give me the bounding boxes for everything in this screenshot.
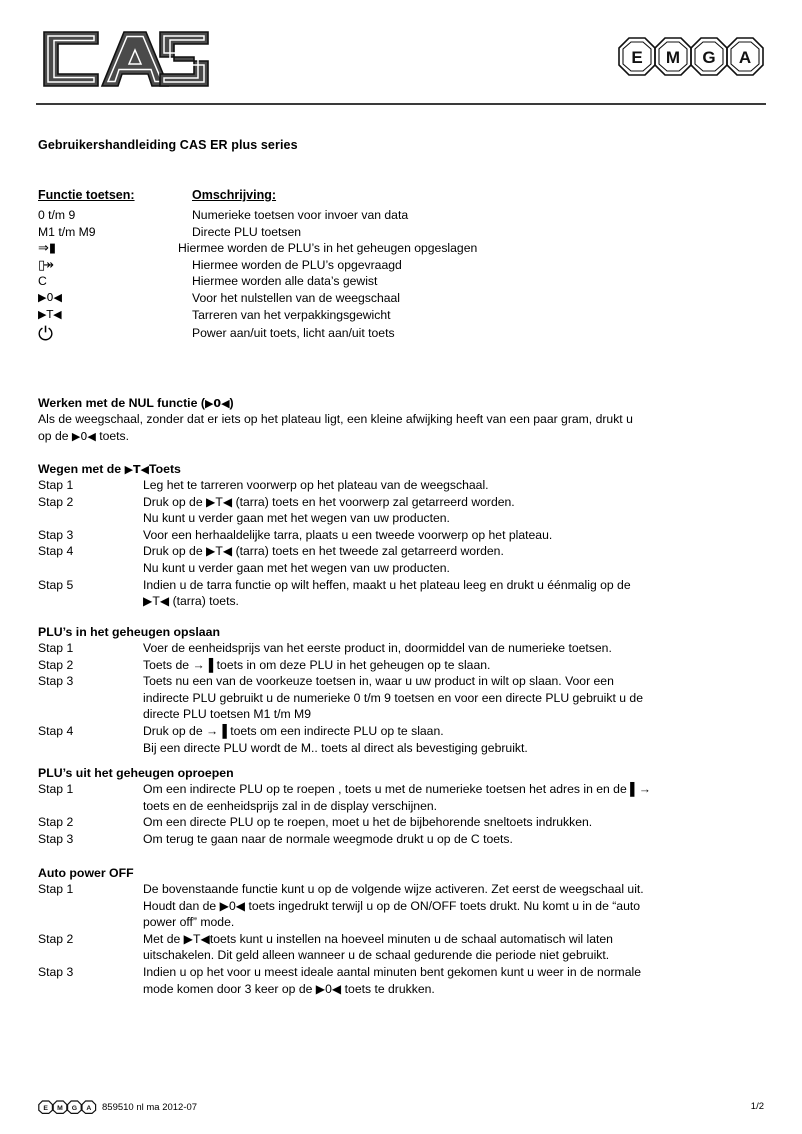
section-nul-functie [38,396,764,445]
step-label: Stap 3 [38,831,74,846]
step-label: Stap 4 [38,723,74,738]
step-text-continuation: Nu kunt u verder gaan met het wegen van uw producten. [143,511,450,526]
section-plu-oproepen [38,766,764,847]
table-row [38,273,758,290]
step-label: Stap 5 [38,577,74,592]
emga-logo-small [38,1100,98,1114]
step-row [38,964,764,981]
paragraph-post: toets. [95,428,130,443]
key-description: Hiermee worden alle data’s gewist [192,274,378,289]
section-title-pre: Wegen met de [38,462,125,476]
key-description: Numerieke toetsen voor invoer van data [192,208,409,222]
step-text: Om een indirecte PLU op te roepen , toets u met de numerieke toetsen het adres in en de ▌→ [143,782,651,796]
save-plu-icon: ⇒▮ [38,241,55,257]
emga-letter-a: A [738,48,752,67]
key-description: Hiermee worden de PLU’s in het geheugen opgeslagen [178,241,478,256]
paragraph-pre: op de [38,428,72,443]
section-title-post: Toets [149,462,181,476]
footer-left-group [38,1100,197,1114]
step-text: Indien u de tarra functie op wilt heffen, maakt u het plateau leeg en drukt u éénmalig op de [143,577,631,592]
step-label: Stap 4 [38,544,74,559]
step-row [38,543,764,560]
table-row [38,307,758,324]
step-row [38,931,764,948]
step-text-continuation: toets en de eenheidsprijs zal in de display verschijnen. [143,798,438,813]
step-text-continuation: uitschakelen. Dit geld alleen wanneer u de schaal gedurende die periode niet gebruikt. [143,948,610,963]
recall-plu-icon: ▯↠ [38,257,55,273]
section-wegen-tarra [38,462,764,610]
section-auto-power-off [38,866,764,997]
step-text-continuation: Bij een directe PLU wordt de M.. toets al direct als bevestiging gebruikt. [143,740,528,755]
section-title [38,462,764,476]
step-label: Stap 1 [38,882,74,896]
step-label: Stap 3 [38,964,74,979]
svg-text:E: E [43,1104,48,1112]
step-text: Met de ▶T◀toets kunt u instellen na hoeveel minuten u de schaal automatisch wil laten [143,931,613,946]
step-text: De bovenstaande functie kunt u op de volgende wijze activeren. Zet eerst de weegschaal uit. [143,882,644,896]
section-title [38,396,764,410]
function-keys-table [38,188,758,347]
step-text-continuation: ▶T◀ (tarra) toets. [143,594,239,609]
key-label: 0 t/m 9 [38,208,76,222]
section-plu-opslaan [38,625,764,756]
step-row [38,640,764,657]
step-text: Toets nu een van de voorkeuze toetsen in, waar u uw product in wilt op slaan. Voor een [143,674,614,689]
step-text-continuation: Nu kunt u verder gaan met het wegen van uw producten. [143,560,450,575]
step-row [38,477,764,494]
table-row [38,240,758,257]
table-row [38,290,758,307]
step-label: Stap 3 [38,674,74,689]
column-header-description: Omschrijving: [192,188,277,202]
footer-document-code: 859510 nl ma 2012-07 [102,1101,198,1113]
emga-letter-g: G [702,48,716,67]
key-description: Directe PLU toetsen [192,224,302,239]
table-row [38,207,758,224]
step-label: Stap 2 [38,494,74,509]
emga-letter-m: M [665,48,681,67]
zero-key-icon: ▶0◀ [38,290,62,304]
step-row [38,881,764,898]
step-text: Voor een herhaaldelijke tarra, plaats u een tweede voorwerp op het plateau. [143,527,553,542]
section-title: PLU’s uit het geheugen oproepen [38,766,234,780]
step-text: Leg het te tarreren voorwerp op het plateau van de weegschaal. [143,478,489,492]
step-label: Stap 2 [38,815,74,830]
header-divider [36,103,766,105]
svg-text:M: M [57,1104,63,1112]
page-footer [38,1100,764,1118]
key-description: Tarreren van het verpakkingsgewicht [192,307,391,322]
step-row [38,657,764,674]
step-text: Voer de eenheidsprijs van het eerste product in, doormiddel van de numerieke toetsen. [143,641,612,655]
step-text: Om een directe PLU op te roepen, moet u het de bijbehorende sneltoets indrukken. [143,815,593,830]
section-title: PLU’s in het geheugen opslaan [38,625,220,639]
step-label: Stap 1 [38,782,74,796]
table-row [38,224,758,241]
tare-key-icon: ▶T◀ [38,307,62,321]
step-row [38,673,764,690]
step-text-continuation: Houdt dan de ▶0◀ toets ingedrukt terwijl u op de ON/OFF toets drukt. Nu komt u in de “auto [143,898,641,913]
page-title: Gebruikershandleiding CAS ER plus series [38,138,298,152]
svg-text:G: G [71,1104,78,1112]
step-text-continuation: indirecte PLU gebruikt u de numerieke 0 t/m 9 toetsen en voor een directe PLU gebruikt u de [143,690,643,705]
step-text-continuation: mode komen door 3 keer op de ▶0◀ toets te drukken. [143,981,435,996]
emga-logo [618,36,766,83]
key-label: M1 t/m M9 [38,224,96,239]
step-text: Druk op de ▶T◀ (tarra) toets en het tweede zal getarreerd worden. [143,544,504,559]
table-header-row [38,188,758,207]
step-text: Toets de →▐ toets in om deze PLU in het geheugen op te slaan. [143,657,491,672]
step-row [38,723,764,740]
svg-text:A: A [86,1104,92,1112]
step-text-continuation: power off” mode. [143,915,235,930]
step-label: Stap 3 [38,527,74,542]
zero-key-icon: ▶0◀ [71,429,96,443]
step-text: Druk op de ▶T◀ (tarra) toets en het voorwerp zal getarreerd worden. [143,494,515,509]
key-description: Voor het nulstellen van de weegschaal [192,290,401,305]
key-description: Power aan/uit toets, licht aan/uit toets [192,326,395,341]
step-text-continuation: directe PLU toetsen M1 t/m M9 [143,707,311,722]
step-label: Stap 2 [38,657,74,672]
page-header [36,22,766,100]
step-label: Stap 2 [38,931,74,946]
step-row [38,577,764,594]
step-text: Indien u op het voor u meest ideale aantal minuten bent gekomen kunt u weer in de normale [143,964,641,979]
section-title: Auto power OFF [38,866,134,880]
step-row [38,814,764,831]
power-icon: ⏻ [38,323,54,346]
table-row [38,323,758,347]
step-row [38,494,764,511]
table-row [38,257,758,274]
step-label: Stap 1 [38,478,74,492]
step-row [38,831,764,848]
section-paragraph: Als de weegschaal, zonder dat er iets op het plateau ligt, een kleine afwijking heeft van een paar gram, drukt u [38,412,633,426]
step-text: Om terug te gaan naar de normale weegmode drukt u op de C toets. [143,831,513,846]
section-paragraph [38,428,764,446]
column-header-keys: Functie toetsen: [38,188,135,202]
tare-key-icon: ▶T◀ [124,463,149,476]
step-row [38,781,764,798]
section-title-post: ) [229,396,234,410]
step-text: Druk op de →▐ toets om een indirecte PLU op te slaan. [143,723,444,738]
key-label: C [38,274,47,289]
cas-logo [36,24,216,99]
section-title-pre: Werken met de NUL functie ( [38,396,205,410]
key-description: Hiermee worden de PLU’s opgevraagd [192,257,402,272]
page-number: 1/2 [750,1101,764,1112]
step-label: Stap 1 [38,641,74,655]
step-row [38,527,764,544]
emga-letter-e: E [631,48,643,67]
zero-key-icon: ▶0◀ [204,397,230,410]
